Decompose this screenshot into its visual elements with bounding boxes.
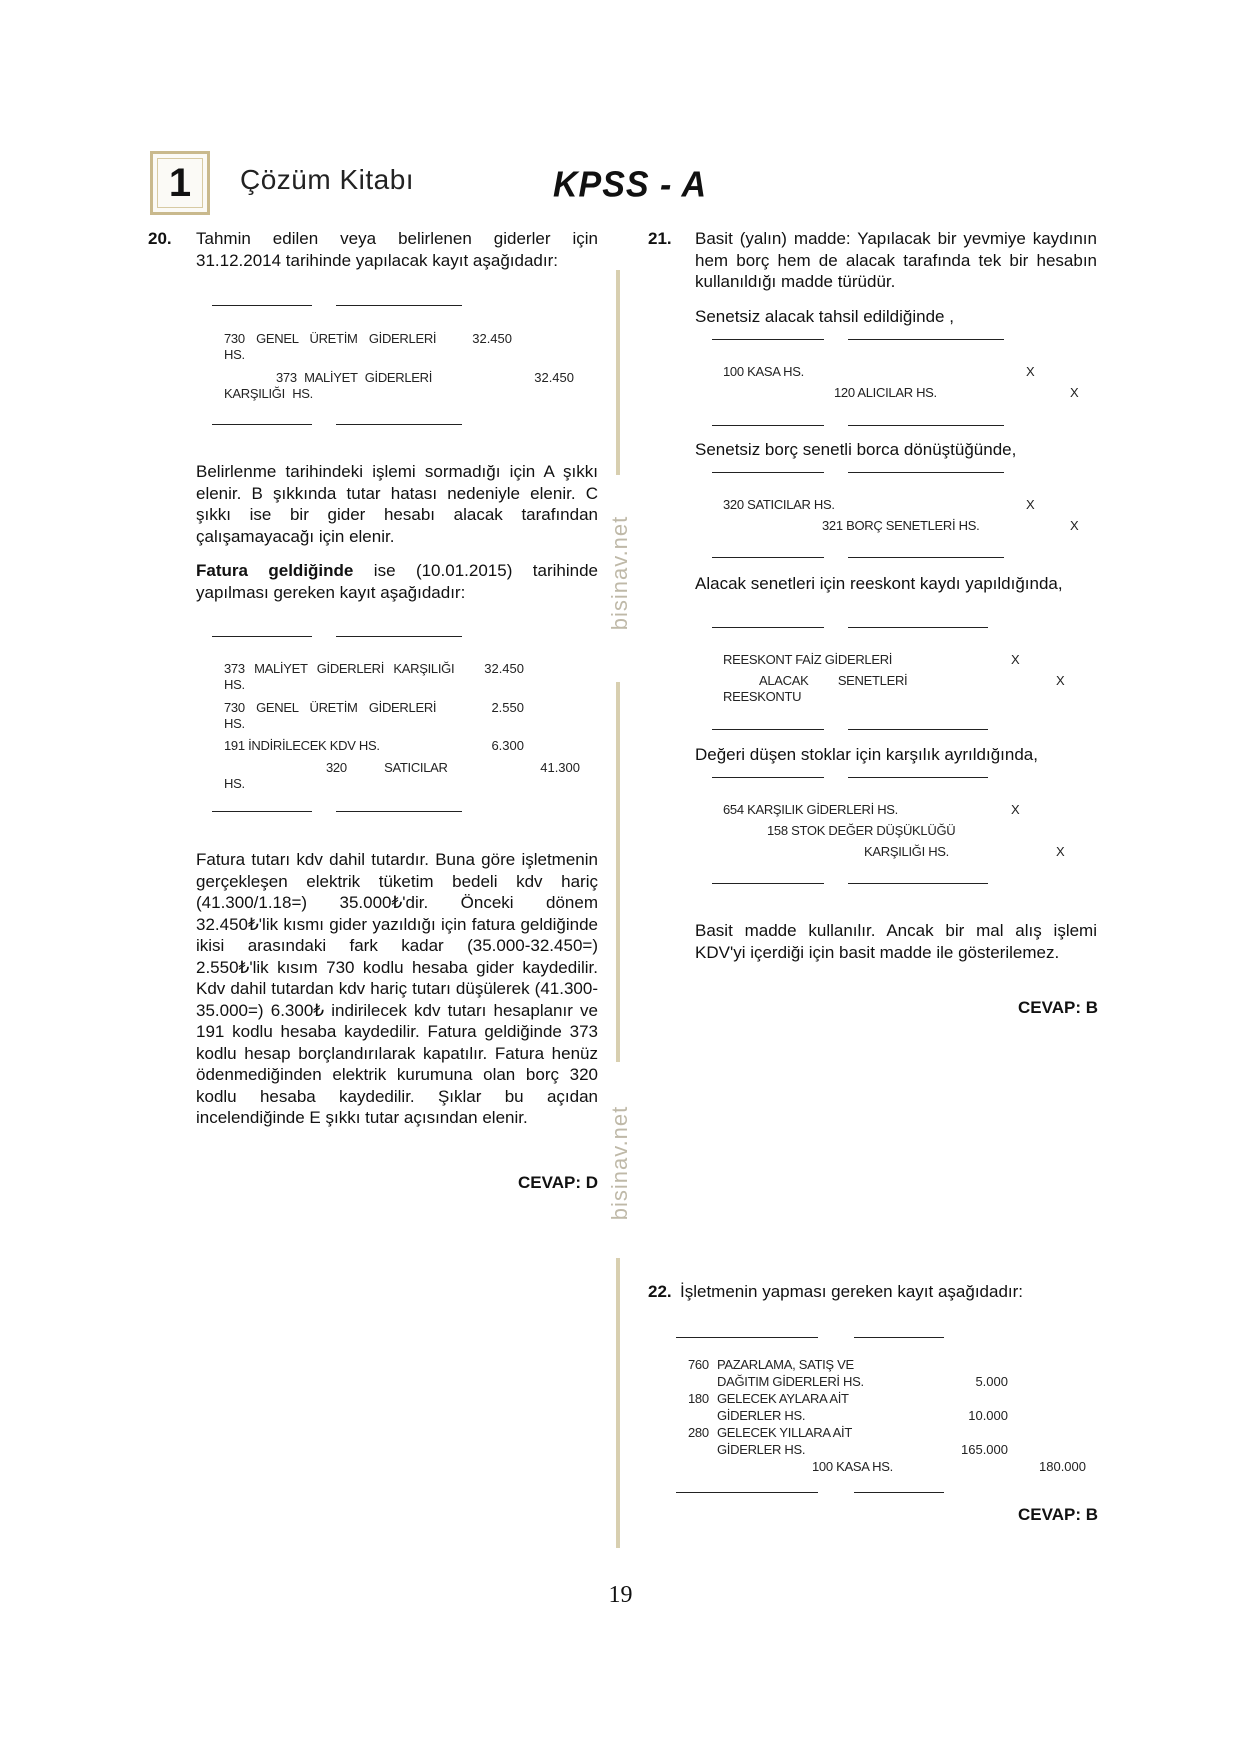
journal-account: GİDERLER HS.	[717, 1408, 806, 1423]
journal-rule	[848, 472, 1004, 473]
journal-rule	[848, 777, 988, 778]
journal-amount: X	[1011, 652, 1020, 667]
bold-phrase: Fatura geldiğinde	[196, 561, 354, 580]
column-divider	[616, 270, 620, 475]
journal-rule	[336, 424, 462, 425]
chapter-number: 1	[157, 158, 203, 208]
journal-account: GELECEK YILLARA AİT	[717, 1425, 852, 1440]
journal-amount: X	[1026, 497, 1035, 512]
question-intro: Basit (yalın) madde: Yapılacak bir yevmiye kaydının hem borç hem de alacak tarafında tek bir hesabın kullanıldığı madde türüdür.	[695, 229, 1097, 291]
case-title: Alacak senetleri için reeskont kaydı yapıldığında,	[695, 574, 1063, 593]
journal-rule	[712, 339, 824, 340]
journal-amount: X	[1070, 518, 1079, 533]
journal-rule	[212, 636, 312, 637]
answer: CEVAP: D	[518, 1173, 598, 1192]
journal-account: 373 MALİYET GİDERLERİ KARŞILIĞI HS.	[224, 661, 455, 692]
journal-account: PAZARLAMA, SATIŞ VE	[717, 1357, 854, 1372]
journal-rule	[848, 425, 1004, 426]
page-number: 19	[608, 1582, 633, 1608]
question-number: 22.	[648, 1282, 672, 1301]
journal-amount: 32.450	[484, 661, 524, 676]
journal-account: 100 KASA HS.	[723, 364, 804, 379]
journal-rule	[336, 811, 462, 812]
journal-rule	[712, 777, 824, 778]
journal-account: 320 SATICILAR HS.	[723, 497, 835, 512]
journal-amount: X	[1070, 385, 1079, 400]
journal-amount: 32.450	[534, 370, 574, 385]
journal-amount: 41.300	[540, 760, 580, 775]
journal-account: ALACAK SENETLERİ REESKONTU	[723, 673, 908, 704]
paragraph-rest: ise (10.01.2015) tarihinde yapılması gereken kayıt aşağıdadır:	[196, 561, 598, 602]
journal-amount: X	[1056, 673, 1065, 688]
answer: CEVAP: B	[1018, 1505, 1098, 1524]
journal-account: 321 BORÇ SENETLERİ HS.	[822, 518, 980, 533]
journal-account: DAĞITIM GİDERLERİ HS.	[717, 1374, 864, 1389]
journal-amount: 32.450	[472, 331, 512, 346]
journal-rule	[676, 1492, 818, 1493]
journal-account: 100 KASA HS.	[812, 1459, 893, 1474]
journal-account: 730 GENEL ÜRETİM GİDERLERİ HS.	[224, 331, 437, 362]
journal-rule	[212, 305, 312, 306]
journal-rule	[336, 636, 462, 637]
journal-rule	[854, 1337, 944, 1338]
column-divider	[616, 1258, 620, 1548]
journal-account: 654 KARŞILIK GİDERLERİ HS.	[723, 802, 898, 817]
journal-amount: X	[1056, 844, 1065, 859]
watermark: bisinav.net	[607, 515, 632, 631]
journal-rule	[848, 729, 988, 730]
journal-rule	[848, 883, 988, 884]
journal-account: KARŞILIĞI HS.	[864, 844, 949, 859]
column-divider	[616, 682, 620, 1062]
journal-amount: 6.300	[491, 738, 524, 753]
journal-amount: X	[1011, 802, 1020, 817]
journal-amount: 10.000	[968, 1408, 1008, 1423]
case-title: Senetsiz alacak tahsil edildiğinde ,	[695, 307, 954, 326]
journal-rule	[712, 883, 824, 884]
journal-rule	[712, 425, 824, 426]
paragraph: Fatura tutarı kdv dahil tutardır. Buna göre işletmenin gerçekleşen elektrik tüketim bedeli kdv hariç (41.300/1.18=) 35.000₺'dir. Önceki dönem 32.450₺'lik kısmı gider yazıldığı için fatura geldiğinde ikisi arasındaki fark kadar (35.000-32.450=) 2.550₺'lik kısım 730 kodlu hesaba gider kaydedilir. Kdv dahil tutardan kdv hariç tutarı düşülerek (41.300-35.000=) 6.300₺ indirilecek kdv tutarı hesaplanır ve 191 kodlu hesaba kaydedilir. Fatura geldiğinde 373 kodlu hesap borçlandırılarak kapatılır. Fatura henüz ödenmediğinden elektrik kurumuna olan borç 320 kodlu hesaba kaydedilir. Şıklar bu açıdan incelendiğinde E şıkkı tutar açısından elenir.	[196, 850, 598, 1127]
journal-account: REESKONT FAİZ GİDERLERİ	[723, 652, 893, 667]
question-intro: Tahmin edilen veya belirlenen giderler için 31.12.2014 tarihinde yapılacak kayıt aşağıdadır:	[196, 229, 598, 270]
journal-code: 180	[688, 1391, 709, 1406]
journal-account: 373 MALİYET GİDERLERİ KARŞILIĞI HS.	[224, 370, 433, 401]
journal-amount: 5.000	[975, 1374, 1008, 1389]
paragraph	[196, 560, 598, 603]
journal-rule	[854, 1492, 944, 1493]
journal-code: 280	[688, 1425, 709, 1440]
journal-rule	[712, 472, 824, 473]
journal-account: 191 İNDİRİLECEK KDV HS.	[224, 738, 380, 753]
paragraph: Basit madde kullanılır. Ancak bir mal alış işlemi KDV'yi içerdiği için basit madde ile gösterilemez.	[695, 921, 1097, 962]
watermark: bisinav.net	[607, 1105, 632, 1221]
journal-rule	[712, 627, 824, 628]
case-title: Senetsiz borç senetli borca dönüştüğünde,	[695, 440, 1017, 459]
question-number: 21.	[648, 229, 672, 248]
paragraph: Belirlenme tarihindeki işlemi sormadığı için A şıkkı elenir. B şıkkında tutar hatası nedeniyle elenir. C şıkkı ise bir gider hesabı alacak tarafından çalışamayacağı için elenir.	[196, 462, 598, 546]
journal-rule	[336, 305, 462, 306]
journal-rule	[848, 627, 988, 628]
exam-logo: KPSS - A	[553, 165, 708, 205]
journal-rule	[848, 557, 1004, 558]
journal-rule	[848, 339, 1004, 340]
chapter-badge	[150, 151, 210, 215]
journal-account: 158 STOK DEĞER DÜŞÜKLÜĞÜ	[767, 823, 956, 838]
journal-rule	[212, 811, 312, 812]
journal-rule	[212, 424, 312, 425]
journal-rule	[712, 729, 824, 730]
journal-account: GİDERLER HS.	[717, 1442, 806, 1457]
journal-code: 760	[688, 1357, 709, 1372]
journal-account: 730 GENEL ÜRETİM GİDERLERİ HS.	[224, 700, 437, 731]
journal-amount: X	[1026, 364, 1035, 379]
journal-account: 120 ALICILAR HS.	[834, 385, 937, 400]
journal-account: 320 SATICILAR HS.	[224, 760, 448, 791]
journal-rule	[712, 557, 824, 558]
question-number: 20.	[148, 229, 172, 248]
journal-amount: 180.000	[1039, 1459, 1086, 1474]
answer: CEVAP: B	[1018, 998, 1098, 1017]
journal-account: GELECEK AYLARA AİT	[717, 1391, 849, 1406]
journal-rule	[676, 1337, 818, 1338]
book-title: Çözüm Kitabı	[240, 164, 415, 195]
journal-amount: 165.000	[961, 1442, 1008, 1457]
question-intro: İşletmenin yapması gereken kayıt aşağıdadır:	[680, 1282, 1024, 1301]
case-title: Değeri düşen stoklar için karşılık ayrıldığında,	[695, 745, 1038, 764]
journal-amount: 2.550	[491, 700, 524, 715]
